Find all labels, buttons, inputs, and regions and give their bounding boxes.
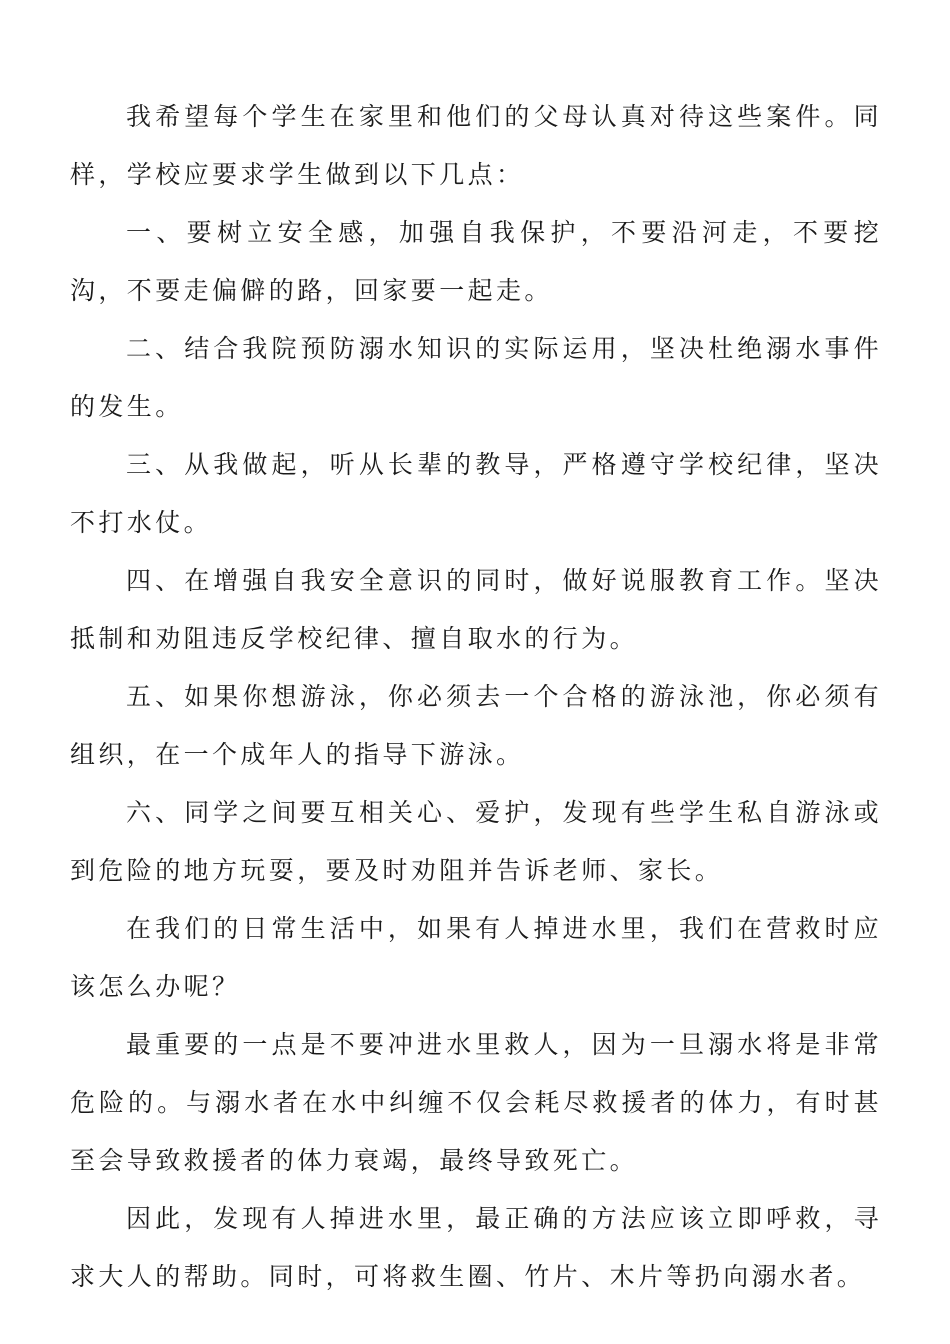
paragraph-rescue-question: 在我们的日常生活中，如果有人掉进水里，我们在营救时应该怎么办呢？ xyxy=(70,914,882,1001)
paragraph-rule-1: 一、要树立安全感，加强自我保护，不要沿河走，不要挖沟，不要走偏僻的路，回家要一起走。 xyxy=(70,218,882,305)
paragraph-rule-5: 五、如果你想游泳，你必须去一个合格的游泳池，你必须有组织，在一个成年人的指导下游泳。 xyxy=(70,682,882,769)
paragraph-intro: 我希望每个学生在家里和他们的父母认真对待这些案件。同样，学校应要求学生做到以下几点： xyxy=(70,102,882,189)
paragraph-rule-2: 二、结合我院预防溺水知识的实际运用，坚决杜绝溺水事件的发生。 xyxy=(70,334,882,421)
paragraph-rescue-warning: 最重要的一点是不要冲进水里救人，因为一旦溺水将是非常危险的。与溺水者在水中纠缠不仅会耗尽救援者的体力，有时甚至会导致救援者的体力衰竭，最终导致死亡。 xyxy=(70,1030,882,1175)
paragraph-rule-4: 四、在增强自我安全意识的同时，做好说服教育工作。坚决抵制和劝阻违反学校纪律、擅自取水的行为。 xyxy=(70,566,882,653)
paragraph-rescue-method: 因此，发现有人掉进水里，最正确的方法应该立即呼救，寻求大人的帮助。同时，可将救生圈、竹片、木片等扔向溺水者。 xyxy=(70,1204,882,1291)
paragraph-rule-3: 三、从我做起，听从长辈的教导，严格遵守学校纪律，坚决不打水仗。 xyxy=(70,450,882,537)
document-page xyxy=(70,88,882,1306)
paragraph-rule-6: 六、同学之间要互相关心、爱护，发现有些学生私自游泳或到危险的地方玩耍，要及时劝阻并告诉老师、家长。 xyxy=(70,798,882,885)
